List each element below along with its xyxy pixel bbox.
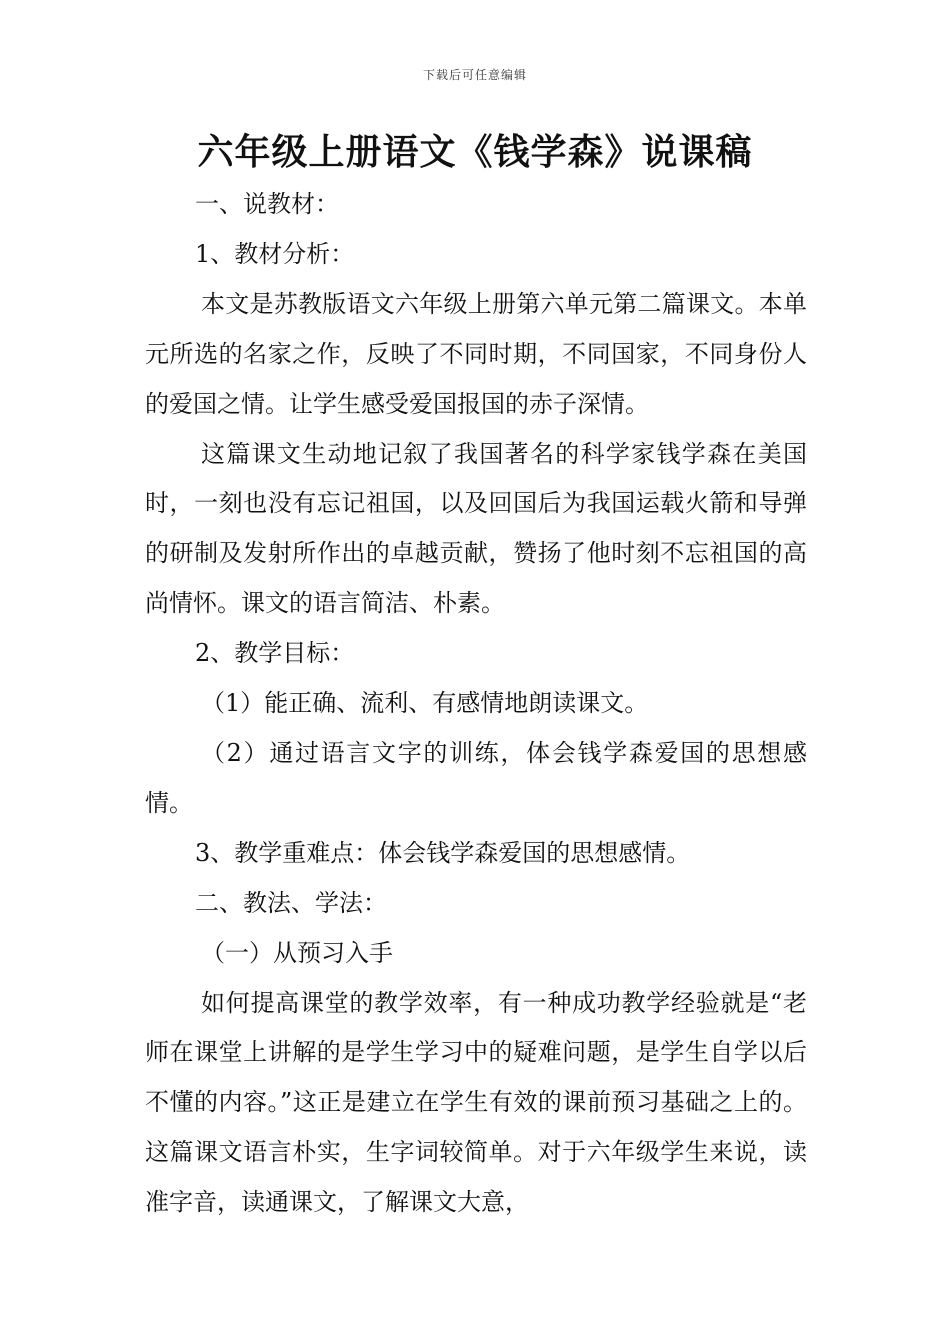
section-heading-methods: 二、教法、学法： xyxy=(195,888,387,917)
teaching-goal-2: （2）通过语言文字的训练，体会钱学森爱国的思想感情。 xyxy=(145,738,807,817)
paragraph-preview-method: 如何提高课堂的教学效率，有一种成功教学经验就是“老师在课堂上讲解的是学生学习中的疑难问题，是学生自学以后不懂的内容。”这正是建立在学生有效的课前预习基础之上的。这篇课文语言朴实，生字词较简单。对于六年级学生来说，读准字音，读通课文，了解课文大意， xyxy=(145,988,807,1217)
paragraph-unit-overview: 本文是苏教版语文六年级上册第六单元第二篇课文。本单元所选的名家之作，反映了不同时期，不同国家，不同身份人的爱国之情。让学生感受爱国报国的赤子深情。 xyxy=(145,289,807,418)
subheading-preview: （一）从预习入手 xyxy=(201,938,393,967)
subheading-textbook-analysis: 1、教材分析： xyxy=(195,239,355,268)
paragraph-text-summary: 这篇课文生动地记叙了我国著名的科学家钱学森在美国时，一刻也没有忘记祖国，以及回国后为我国运载火箭和导弹的研制及发射所作出的卓越贡献，赞扬了他时刻不忘祖国的高尚情怀。课文的语言简洁、朴素。 xyxy=(145,439,807,618)
document-title: 六年级上册语文《钱学森》说课稿 xyxy=(197,132,753,173)
subheading-key-points: 3、教学重难点：体会钱学森爱国的思想感情。 xyxy=(195,838,691,867)
teaching-goal-1: （1）能正确、流利、有感情地朗读课文。 xyxy=(201,689,649,718)
section-heading-textbook: 一、说教材： xyxy=(195,190,339,218)
subheading-teaching-goals: 2、教学目标： xyxy=(195,639,355,668)
page-header-note: 下载后可任意编辑 xyxy=(422,68,527,82)
document-body xyxy=(145,180,807,1228)
